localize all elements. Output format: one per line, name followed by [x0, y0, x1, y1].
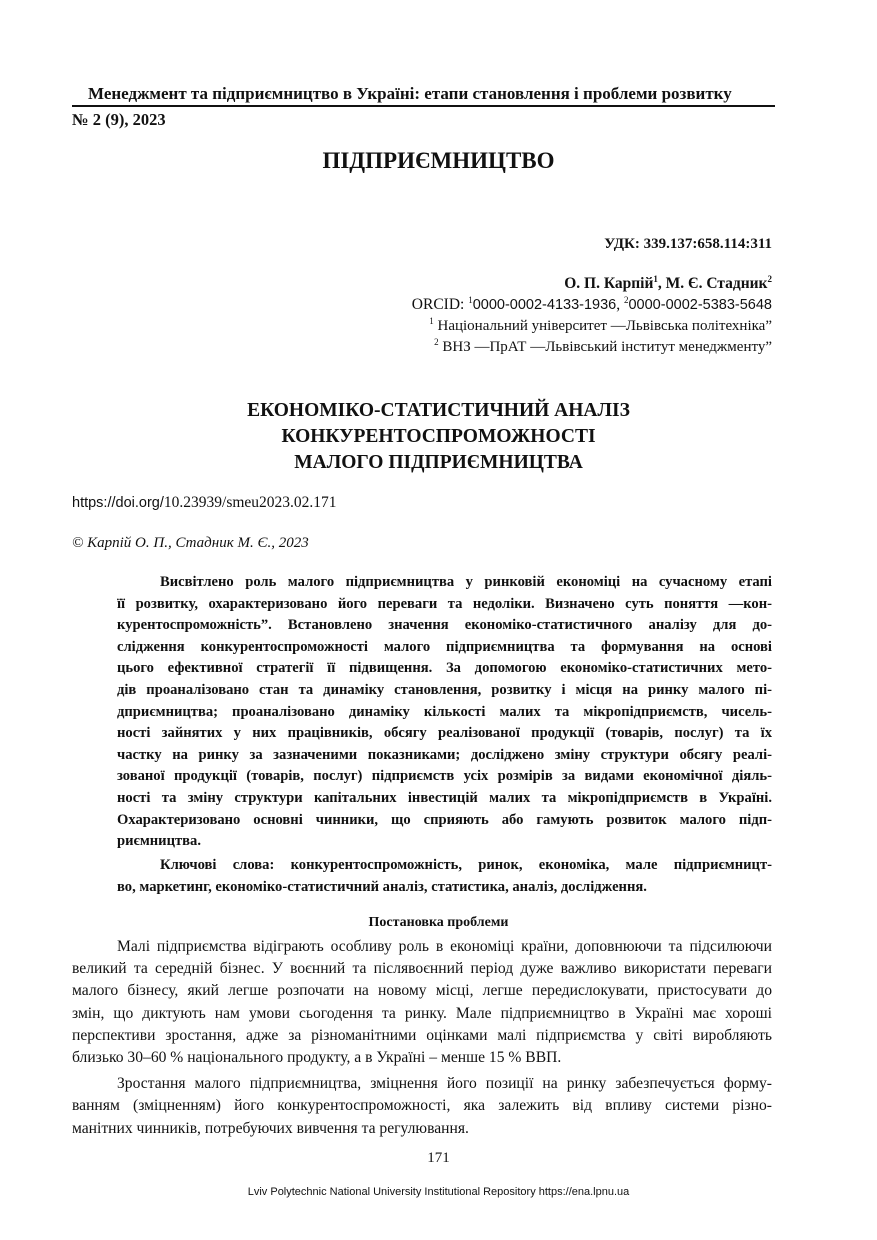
text-line: зованої продукції (товарів, послуг) підприємств усіх розмірів за видами економічної діяль-	[117, 768, 772, 785]
header-rule	[72, 105, 775, 107]
repository-footer: Lviv Polytechnic National University Institutional Repository https://ena.lpnu.ua	[247, 1186, 630, 1198]
footnote-marker: 1	[468, 295, 473, 305]
text-line: Ключові слова: конкурентоспроможність, ринок, економіка, мале підприємницт-	[160, 857, 772, 873]
text-line: цього ефективної стратегії її підвищення. За допомогою економіко-статистичних мето-	[117, 660, 772, 677]
text-line: риємництва.	[117, 833, 201, 850]
text-line: во, маркетинг, економіко-статистичний аналіз, статистика, аналіз, дослідження.	[117, 878, 647, 895]
author-2: М. Є. Стадник	[665, 275, 768, 292]
title-line: ЕКОНОМІКО-СТАТИСТИЧНИЙ АНАЛІЗ	[247, 400, 630, 421]
authors: О. П. Карпій$^1$, М. Є. Стадник$^2$	[564, 274, 772, 292]
text-line: дприємництва; проаналізовано динаміку кількості малих та мікропідприємств, чисель-	[117, 703, 772, 720]
section-title: ПІДПРИЄМНИЦТВО	[322, 148, 555, 173]
section-heading: Постановка проблеми	[368, 915, 509, 930]
article-title	[0, 398, 877, 476]
orcid-line: ORCID: $^1$0000-0002-4133-1936, $^2$0000-0002-5383-5648	[411, 295, 772, 313]
footnote-marker: 2	[767, 274, 772, 284]
text-line: великий та середній бізнес. У воєнний та післявоєнний період дуже важливо використати переваги	[72, 960, 772, 978]
footnote-marker: 2	[434, 337, 439, 347]
title-line: МАЛОГО ПІДПРИЄМНИЦТВА	[294, 452, 583, 473]
text-line: Зростання малого підприємництва, зміцнення його позиції на ринку забезпечується форму-	[117, 1075, 772, 1093]
doi-prefix: https://doi.org/	[72, 495, 164, 511]
text-line: ванням (зміцненням) його конкурентоспроможності, яка залежить від впливу системи різно-	[72, 1097, 772, 1115]
text-line: слідження конкурентоспроможності малого підприємництва та формування на основі	[117, 638, 772, 655]
affiliation-1	[429, 316, 772, 335]
footnote-marker: 1	[653, 274, 658, 284]
orcid-2[interactable]: 0000-0002-5383-5648	[628, 297, 772, 313]
text-line: ності зайнятих у них працівників, обсягу реалізованої продукції (товарів, послуг) та їх	[117, 725, 772, 742]
text-line: курентоспроможність”. Встановлено значення економіко-статистичного аналізу для до-	[117, 617, 772, 634]
text-line: перспективи зростання, адже за різноманітними оцінками малі підприємства у світі виробляють	[72, 1026, 772, 1044]
doi-value: 10.23939/smeu2023.02.171	[163, 494, 337, 511]
keywords	[117, 855, 772, 898]
text-line: манітних чинників, потребуючих вивчення та регулювання.	[72, 1119, 469, 1137]
text-line: близько 30–60 % національного продукту, а в Україні – менше 15 % ВВП.	[72, 1049, 562, 1067]
orcid-1[interactable]: 0000-0002-4133-1936	[472, 297, 617, 313]
issue-number: № 2 (9), 2023	[72, 110, 166, 129]
abstract	[117, 572, 772, 853]
affiliation-2	[434, 337, 772, 356]
udk-code: УДК: 339.137:658.114:311	[604, 236, 772, 252]
body-text	[72, 936, 772, 1140]
text-line: її розвитку, охарактеризовано його переваги та недоліки. Визначено суть поняття ―кон-	[117, 595, 772, 612]
text-line: малого бізнесу, який легше розпочати на новому місці, легше передислокувати, пристосувати до	[72, 982, 772, 1000]
text-line: Висвітлено роль малого підприємництва у ринковій економіці на сучасному етапі	[160, 574, 772, 590]
title-line: КОНКУРЕНТОСПРОМОЖНОСТІ	[281, 426, 596, 447]
footnote-marker: 1	[429, 316, 434, 326]
orcid-label: ORCID:	[411, 296, 465, 313]
footnote-marker: 2	[623, 295, 629, 305]
author-1: О. П. Карпій	[564, 275, 654, 292]
affiliation-text: Національний університет ―Львівська політехніка”	[437, 318, 772, 334]
text-line: Малі підприємства відіграють особливу роль в економіці країни, доповнюючи та підсилюючи	[117, 938, 772, 955]
text-line: дів проаналізовано стан та динаміку становлення, розвитку і місця на ринку малого пі-	[117, 681, 772, 698]
copyright: © Карпій О. П., Стадник М. Є., 2023	[72, 535, 309, 551]
doi-link[interactable]	[72, 494, 337, 512]
text-line: ності та зміну структури капітальних інвестицій малих та мікропідприємств в Україні.	[117, 789, 772, 806]
affiliation-text: ВНЗ ―ПрАТ ―Львівський інститут менеджменту”	[442, 339, 772, 355]
page-number: 171	[427, 1150, 450, 1166]
journal-title: Менеджмент та підприємництво в Україні: етапи становлення і проблеми розвитку	[88, 84, 732, 103]
text-line: змін, що диктують нам умови сьогодення та ринку. Мале підприємництво в Україні має хороші	[72, 1004, 772, 1022]
text-line: Охарактеризовано основні чинники, що сприяють або гамують розвиток малого підп-	[117, 811, 772, 828]
text-line: частку на ринку за зазначеними показниками; досліджено зміну структури обсягу реалі-	[117, 746, 772, 763]
